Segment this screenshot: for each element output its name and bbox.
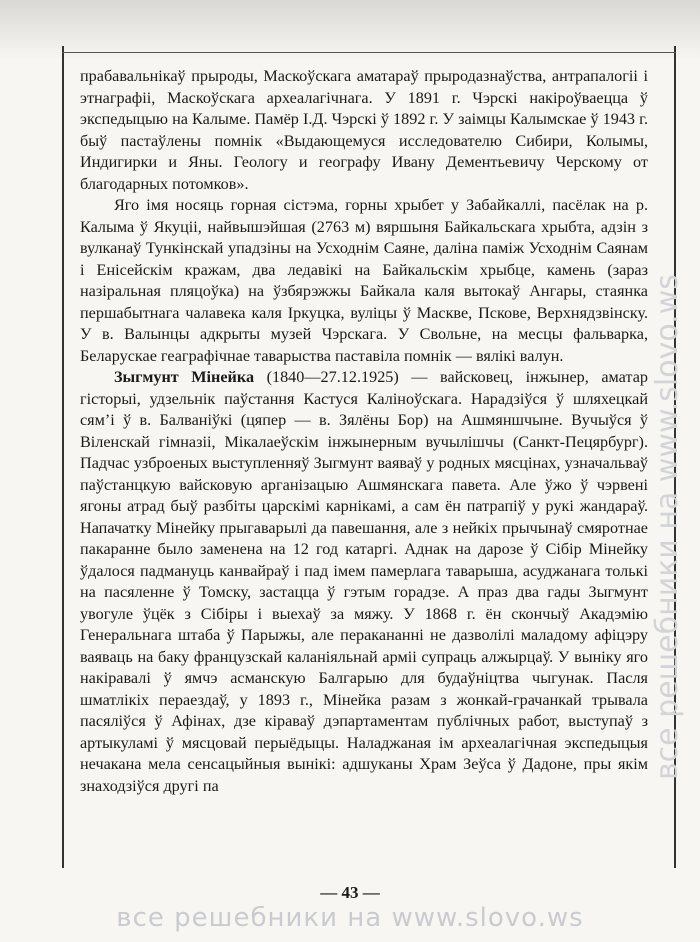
page-number: — 43 — (320, 883, 380, 902)
entry-name: Зыгмунт Мінейка (114, 368, 255, 386)
watermark-side: все решебники на www.slovo.ws (650, 274, 685, 780)
top-rule (62, 52, 676, 53)
watermark-bottom: все решебники на www.slovo.ws (116, 903, 584, 933)
entry-body: (1840—27.12.1925) — вайсковец, інжынер, аматар гісторыі, удзельнік паўстання Кастуся Каліноўскага. Нарадзіўся ў шляхецкай сям’і ў в. Балваніўкі (цяпер — в. Зялёны Бор) на Ашмяншчыне. Вучыўся ў Віленскай гімназіі, Мікалаеўскім інжынерным вучылішчы (Санкт-Пецярбург). Падчас узброеных выступленняў Зыгмунт ваяваў у родных мясцінах, узначальваў паўстанцкую вайсковую арганізацыю Ашмянскага павета. Але ўжо ў чэрвені ягоны атрад быў разбіты царскімі карнікамі, а сам ён патрапіў у рукі жандараў. Напачатку Мінейку прыгаварылі да павешання, але з нейкіх прычынаў смяротнае пакаранне было заменена на 12 год катаргі. Аднак на дарозе ў Сібір Мінейку ўдалося падмануць канвайраў і пад імем памерлага таварыша, асуджанага толькі на пасяленне ў Томску, застацца ў гэтым горадзе. А праз два гады Зыгмунт увогуле ўцёк з Сібіры і выехаў за мяжу. У 1868 г. ён скончыў Акадэмію Генеральнага штаба ў Парыжы, але перакананні не дазволілі маладому афіцэру ваяваць на баку французскай каланіяльнай арміі супраць алжырцаў. У выніку яго накіравалі ў ямчэ асманскую Балгарыю для будаўніцтва чыгунак. Пасля шматлікіх пераездаў, у 1893 г., Мінейка разам з жонкай-грачанкай трывала пасяліўся ў Афінах, дзе кіраваў дэпартаментам публічных работ, выступаў з артыкуламі ў мясцовай перыёдыцы. Наладжаная ім археалагічная экспедыцыя нечакана мела сенсацыйныя вынікі: адшуканы Храм Зеўса ў Дадоне, пры якім знаходзіўся другі па (80, 368, 648, 795)
paragraph-2: Яго імя носяць горная сістэма, горны хрыбет у Забайкаллі, пасёлак на р. Калыма ў Якуціі, найвышэйшая (2763 м) вяршыня Байкальскага хрыбта, адзін з вулканаў Тункінскай упадзіны на Усходнім Саяне, даліна паміж Усходнім Саянам і Енісейскім кражам, два ледавікі на Байкальскім хрыбце, камень (зараз назіральная пляцоўка) на ўзбярэжжы Байкала каля вытокаў Ангары, стаянка першабытнага чалавека каля Іркуцка, вуліцы ў Маскве, Пскове, Верхнядзвінску. У в. Валынцы адкрыты музей Чэрскага. У Свольне, на месцы фальварка, Беларускае геаграфічнае таварыства паставіла помнік — вялікі валун. (80, 196, 648, 365)
entry-mineika (80, 367, 648, 797)
page-text (80, 66, 648, 797)
paragraph-1: прабавальнікаў прыроды, Маскоўскага аматараў прыродазнаўства, антрапалогіі і этнаграфіі, Маскоўскага археалагічнага. У 1891 г. Чэрскі накіроўваецца ў экспедыцыю на Калыме. Памёр І.Д. Чэрскі ў 1892 г. У заімцы Калымскае ў 1943 г. быў пастаўлены помнік «Выдающемуся исследователю Сибири, Колымы, Индигирки и Яны. Геологу и географу Ивану Дементьевичу Черскому от благодарных потомков». (80, 67, 648, 193)
